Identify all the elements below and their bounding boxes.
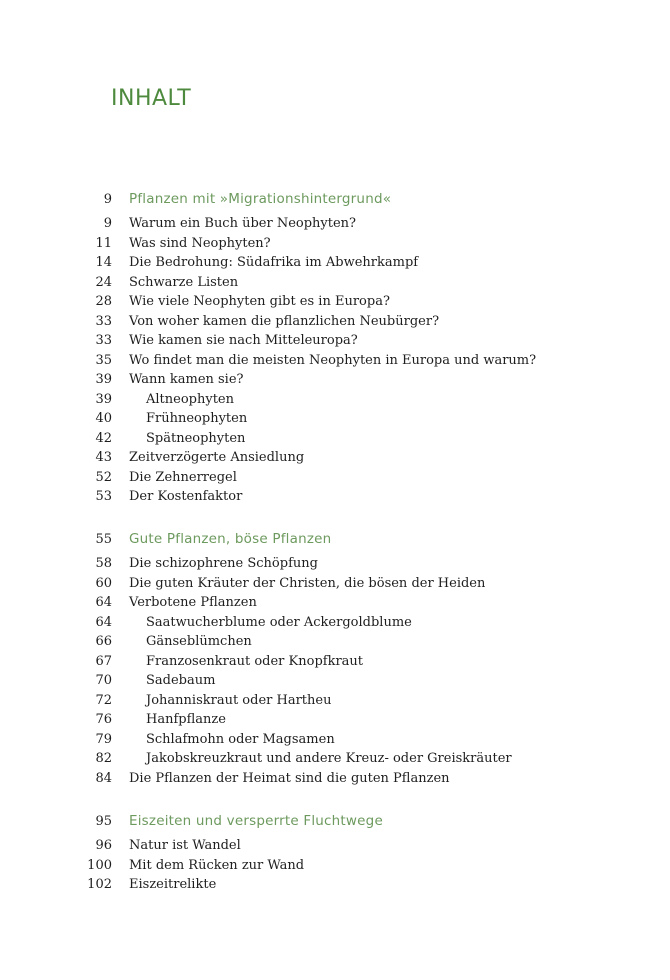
page-number: 64	[95, 614, 112, 630]
toc-entry[interactable]	[0, 732, 670, 752]
toc-entry[interactable]	[0, 314, 670, 334]
entry-title: Wie kamen sie nach Mitteleuropa?	[129, 333, 358, 348]
page-number: 35	[95, 352, 112, 368]
subentry-title: Johanniskraut oder Hartheu	[146, 692, 332, 708]
page-number: 64	[95, 595, 112, 610]
entry-title: Die Zehnerregel	[129, 469, 237, 485]
page-number: 24	[95, 274, 112, 290]
toc-entry[interactable]	[0, 858, 670, 878]
entry-title: Der Kostenfaktor	[129, 489, 243, 504]
toc-entry[interactable]	[0, 392, 670, 412]
toc-entry[interactable]	[0, 275, 670, 295]
toc-entry[interactable]	[0, 654, 670, 674]
section-title: Eiszeiten und versperrte Fluchtwege	[129, 813, 383, 829]
page-number: 33	[95, 313, 112, 329]
toc-entry[interactable]	[0, 216, 670, 236]
toc-entry[interactable]	[0, 838, 670, 858]
toc-entry[interactable]	[0, 693, 670, 713]
subentry-title: Saatwucherblume oder Ackergoldblume	[146, 614, 412, 630]
page-number: 84	[95, 770, 112, 786]
entry-title: Eiszeitrelikte	[129, 877, 217, 892]
page-number: 9	[103, 216, 112, 231]
toc-entry[interactable]	[0, 450, 670, 470]
page-number: 96	[95, 838, 112, 853]
page-number: 60	[95, 575, 112, 591]
page-number: 95	[95, 814, 112, 829]
section-title: Pflanzen mit »Migrationshintergrund«	[129, 191, 392, 207]
entry-title: Wann kamen sie?	[129, 372, 244, 387]
page-number: 33	[95, 333, 112, 348]
page-number: 102	[87, 877, 112, 892]
page-number: 43	[95, 450, 112, 465]
toc-entry[interactable]	[0, 673, 670, 693]
toc-entry[interactable]	[0, 411, 670, 431]
toc-entry[interactable]	[0, 353, 670, 373]
toc-entry[interactable]	[0, 634, 670, 654]
toc-entry[interactable]	[0, 470, 670, 490]
toc-entry[interactable]	[0, 255, 670, 275]
toc-entry[interactable]	[0, 595, 670, 615]
page-number: 42	[95, 430, 112, 446]
page-number: 100	[87, 857, 112, 873]
subentry-title: Gänseblümchen	[146, 634, 252, 649]
entry-title: Die guten Kräuter der Christen, die bösen der Heiden	[129, 575, 486, 591]
toc-entry[interactable]	[0, 877, 670, 897]
toc-entry[interactable]	[0, 333, 670, 353]
page-number: 66	[95, 634, 112, 649]
entry-title: Verbotene Pflanzen	[129, 595, 257, 610]
toc-entry[interactable]	[0, 236, 670, 256]
subentry-title: Altneophyten	[146, 391, 234, 407]
toc-entry[interactable]	[0, 556, 670, 576]
section-title: Gute Pflanzen, böse Pflanzen	[129, 531, 332, 547]
page-number: 72	[95, 692, 112, 708]
entry-title: Mit dem Rücken zur Wand	[129, 857, 305, 873]
page-number: 53	[95, 489, 112, 504]
entry-title: Natur ist Wandel	[129, 838, 241, 853]
page-number: 9	[103, 192, 112, 207]
page-number: 70	[95, 673, 112, 688]
entry-title: Zeitverzögerte Ansiedlung	[129, 450, 305, 465]
page-number: 11	[95, 235, 112, 251]
subentry-title: Frühneophyten	[146, 411, 248, 426]
page-number: 76	[95, 712, 112, 727]
section-heading[interactable]	[0, 191, 670, 211]
entry-title: Die Bedrohung: Südafrika im Abwehrkampf	[129, 255, 419, 270]
toc-entry[interactable]	[0, 771, 670, 791]
toc-entry[interactable]	[0, 431, 670, 451]
toc-entry[interactable]	[0, 712, 670, 732]
entry-title: Die Pflanzen der Heimat sind die guten Pflanzen	[129, 770, 450, 786]
entry-title: Schwarze Listen	[129, 274, 239, 290]
toc-entry[interactable]	[0, 751, 670, 771]
entry-title: Die schizophrene Schöpfung	[129, 556, 318, 571]
section-heading[interactable]	[0, 531, 670, 551]
subentry-title: Schlafmohn oder Magsamen	[146, 731, 335, 747]
page-number: 82	[95, 751, 112, 766]
page-number: 39	[95, 391, 112, 407]
entry-title: Warum ein Buch über Neophyten?	[129, 216, 357, 231]
section-heading[interactable]	[0, 813, 670, 833]
page-number: 67	[95, 653, 112, 669]
subentry-title: Jakobskreuzkraut und andere Kreuz- oder Greiskräuter	[146, 751, 512, 766]
toc-entry[interactable]	[0, 489, 670, 509]
subentry-title: Franzosenkraut oder Knopfkraut	[146, 653, 364, 669]
subentry-title: Sadebaum	[146, 673, 216, 688]
entry-title: Was sind Neophyten?	[129, 235, 271, 251]
page-number: 14	[95, 255, 112, 270]
subentry-title: Spätneophyten	[146, 430, 246, 446]
toc-entry[interactable]	[0, 576, 670, 596]
entry-title: Von woher kamen die pflanzlichen Neubürger?	[129, 313, 440, 329]
toc-entry[interactable]	[0, 615, 670, 635]
page-number: 28	[95, 294, 112, 309]
toc-entry[interactable]	[0, 372, 670, 392]
page-number: 55	[95, 532, 112, 547]
page-number: 40	[95, 411, 112, 426]
page-number: 58	[95, 556, 112, 571]
entry-title: Wie viele Neophyten gibt es in Europa?	[129, 294, 390, 309]
page-number: 79	[95, 731, 112, 747]
entry-title: Wo findet man die meisten Neophyten in Europa und warum?	[129, 352, 537, 368]
page-number: 39	[95, 372, 112, 387]
page-title: INHALT	[111, 86, 192, 111]
subentry-title: Hanfpflanze	[146, 712, 226, 727]
toc-entry[interactable]	[0, 294, 670, 314]
page-number: 52	[95, 469, 112, 485]
